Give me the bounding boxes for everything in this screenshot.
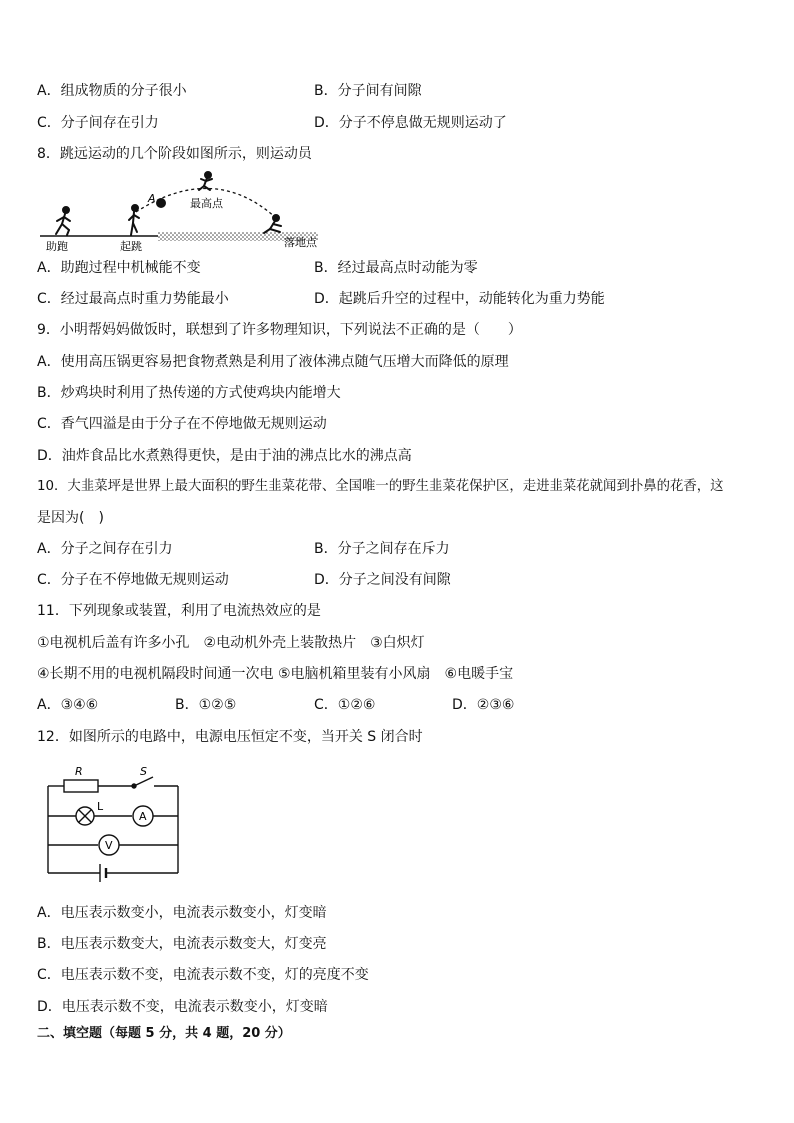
- takeoff-figure: [129, 205, 139, 235]
- run-label: 助跑: [46, 240, 68, 253]
- ammeter-label: A: [139, 810, 147, 823]
- q10-stem-line1: 10．大韭菜坪是世界上最大面积的野生韭菜花带、全国唯一的野生韭菜花保护区，走进韭菜花就闻到扑鼻的花香，这: [37, 479, 724, 494]
- highest-point-label: 最高点: [190, 197, 223, 210]
- q12-option-c: C．电压表示数不变，电流表示数不变，灯的亮度不变: [37, 967, 369, 983]
- switch-label: S: [140, 765, 147, 778]
- q11-option-a: A．③④⑥: [37, 697, 99, 713]
- q10-option-c: C．分子在不停地做无规则运动: [37, 572, 229, 588]
- q7-option-c: C．分子间存在引力: [37, 115, 159, 131]
- q11-stem: 11．下列现象或装置，利用了电流热效应的是: [37, 603, 321, 619]
- q12-option-b: B．电压表示数变大，电流表示数变大，灯变亮: [37, 936, 327, 952]
- q8-option-c: C．经过最高点时重力势能最小: [37, 291, 229, 307]
- takeoff-label: 起跳: [120, 240, 142, 253]
- q11-items-line1: ①电视机后盖有许多小孔 ②电动机外壳上装散热片 ③白炽灯: [37, 635, 425, 651]
- q12-stem: 12．如图所示的电路中，电源电压恒定不变，当开关 S 闭合时: [37, 729, 423, 745]
- point-a-dot: [156, 198, 166, 208]
- q9-option-d: D．油炸食品比水煮熟得更快，是由于油的沸点比水的沸点高: [37, 448, 412, 464]
- q7-option-d: D．分子不停息做无规则运动了: [314, 115, 507, 131]
- q11-option-d: D．②③⑥: [452, 697, 515, 713]
- circuit-diagram: [40, 763, 190, 889]
- section-2-heading: 二、填空题（每题 5 分，共 4 题，20 分）: [37, 1026, 291, 1041]
- q8-option-a: A．助跑过程中机械能不变: [37, 260, 201, 276]
- q11-option-c: C．①②⑥: [314, 697, 376, 713]
- q7-option-a: A．组成物质的分子很小: [37, 83, 187, 99]
- switch-s: [134, 777, 153, 786]
- q10-option-a: A．分子之间存在引力: [37, 541, 173, 557]
- q10-stem-line2: 是因为( ): [37, 510, 104, 526]
- q8-option-d: D．起跳后升空的过程中，动能转化为重力势能: [314, 291, 605, 307]
- q9-option-c: C．香气四溢是由于分子在不停地做无规则运动: [37, 416, 327, 432]
- q12-option-a: A．电压表示数变小，电流表示数变小，灯变暗: [37, 905, 327, 921]
- q8-stem: 8．跳远运动的几个阶段如图所示，则运动员: [37, 146, 312, 162]
- q9-option-a: A．使用高压锅更容易把食物煮熟是利用了液体沸点随气压增大而降低的原理: [37, 354, 509, 370]
- resistor-r: [64, 780, 98, 792]
- q9-option-b: B．炒鸡块时利用了热传递的方式使鸡块内能增大: [37, 385, 341, 401]
- resistor-label: R: [75, 765, 83, 778]
- q12-option-d: D．电压表示数不变，电流表示数变小，灯变暗: [37, 999, 328, 1015]
- voltmeter-label: V: [105, 839, 113, 852]
- q7-option-b: B．分子间有间隙: [314, 83, 422, 99]
- q11-items-line2: ④长期不用的电视机隔段时间通一次电 ⑤电脑机箱里装有小风扇 ⑥电暖手宝: [37, 666, 514, 682]
- q10-option-d: D．分子之间没有间隙: [314, 572, 451, 588]
- apex-figure: [199, 172, 212, 190]
- point-a-label: A: [148, 192, 156, 205]
- landing-label: 落地点: [284, 236, 317, 249]
- runner-figure: [56, 207, 70, 235]
- landing-figure: [264, 215, 281, 233]
- q9-stem: 9．小明帮妈妈做饭时，联想到了许多物理知识，下列说法不正确的是（ ）: [37, 322, 522, 338]
- q11-option-b: B．①②⑤: [175, 697, 237, 713]
- q10-option-b: B．分子之间存在斥力: [314, 541, 450, 557]
- lamp-label: L: [97, 800, 104, 813]
- long-jump-figure: [36, 166, 336, 254]
- q8-option-b: B．经过最高点时动能为零: [314, 260, 478, 276]
